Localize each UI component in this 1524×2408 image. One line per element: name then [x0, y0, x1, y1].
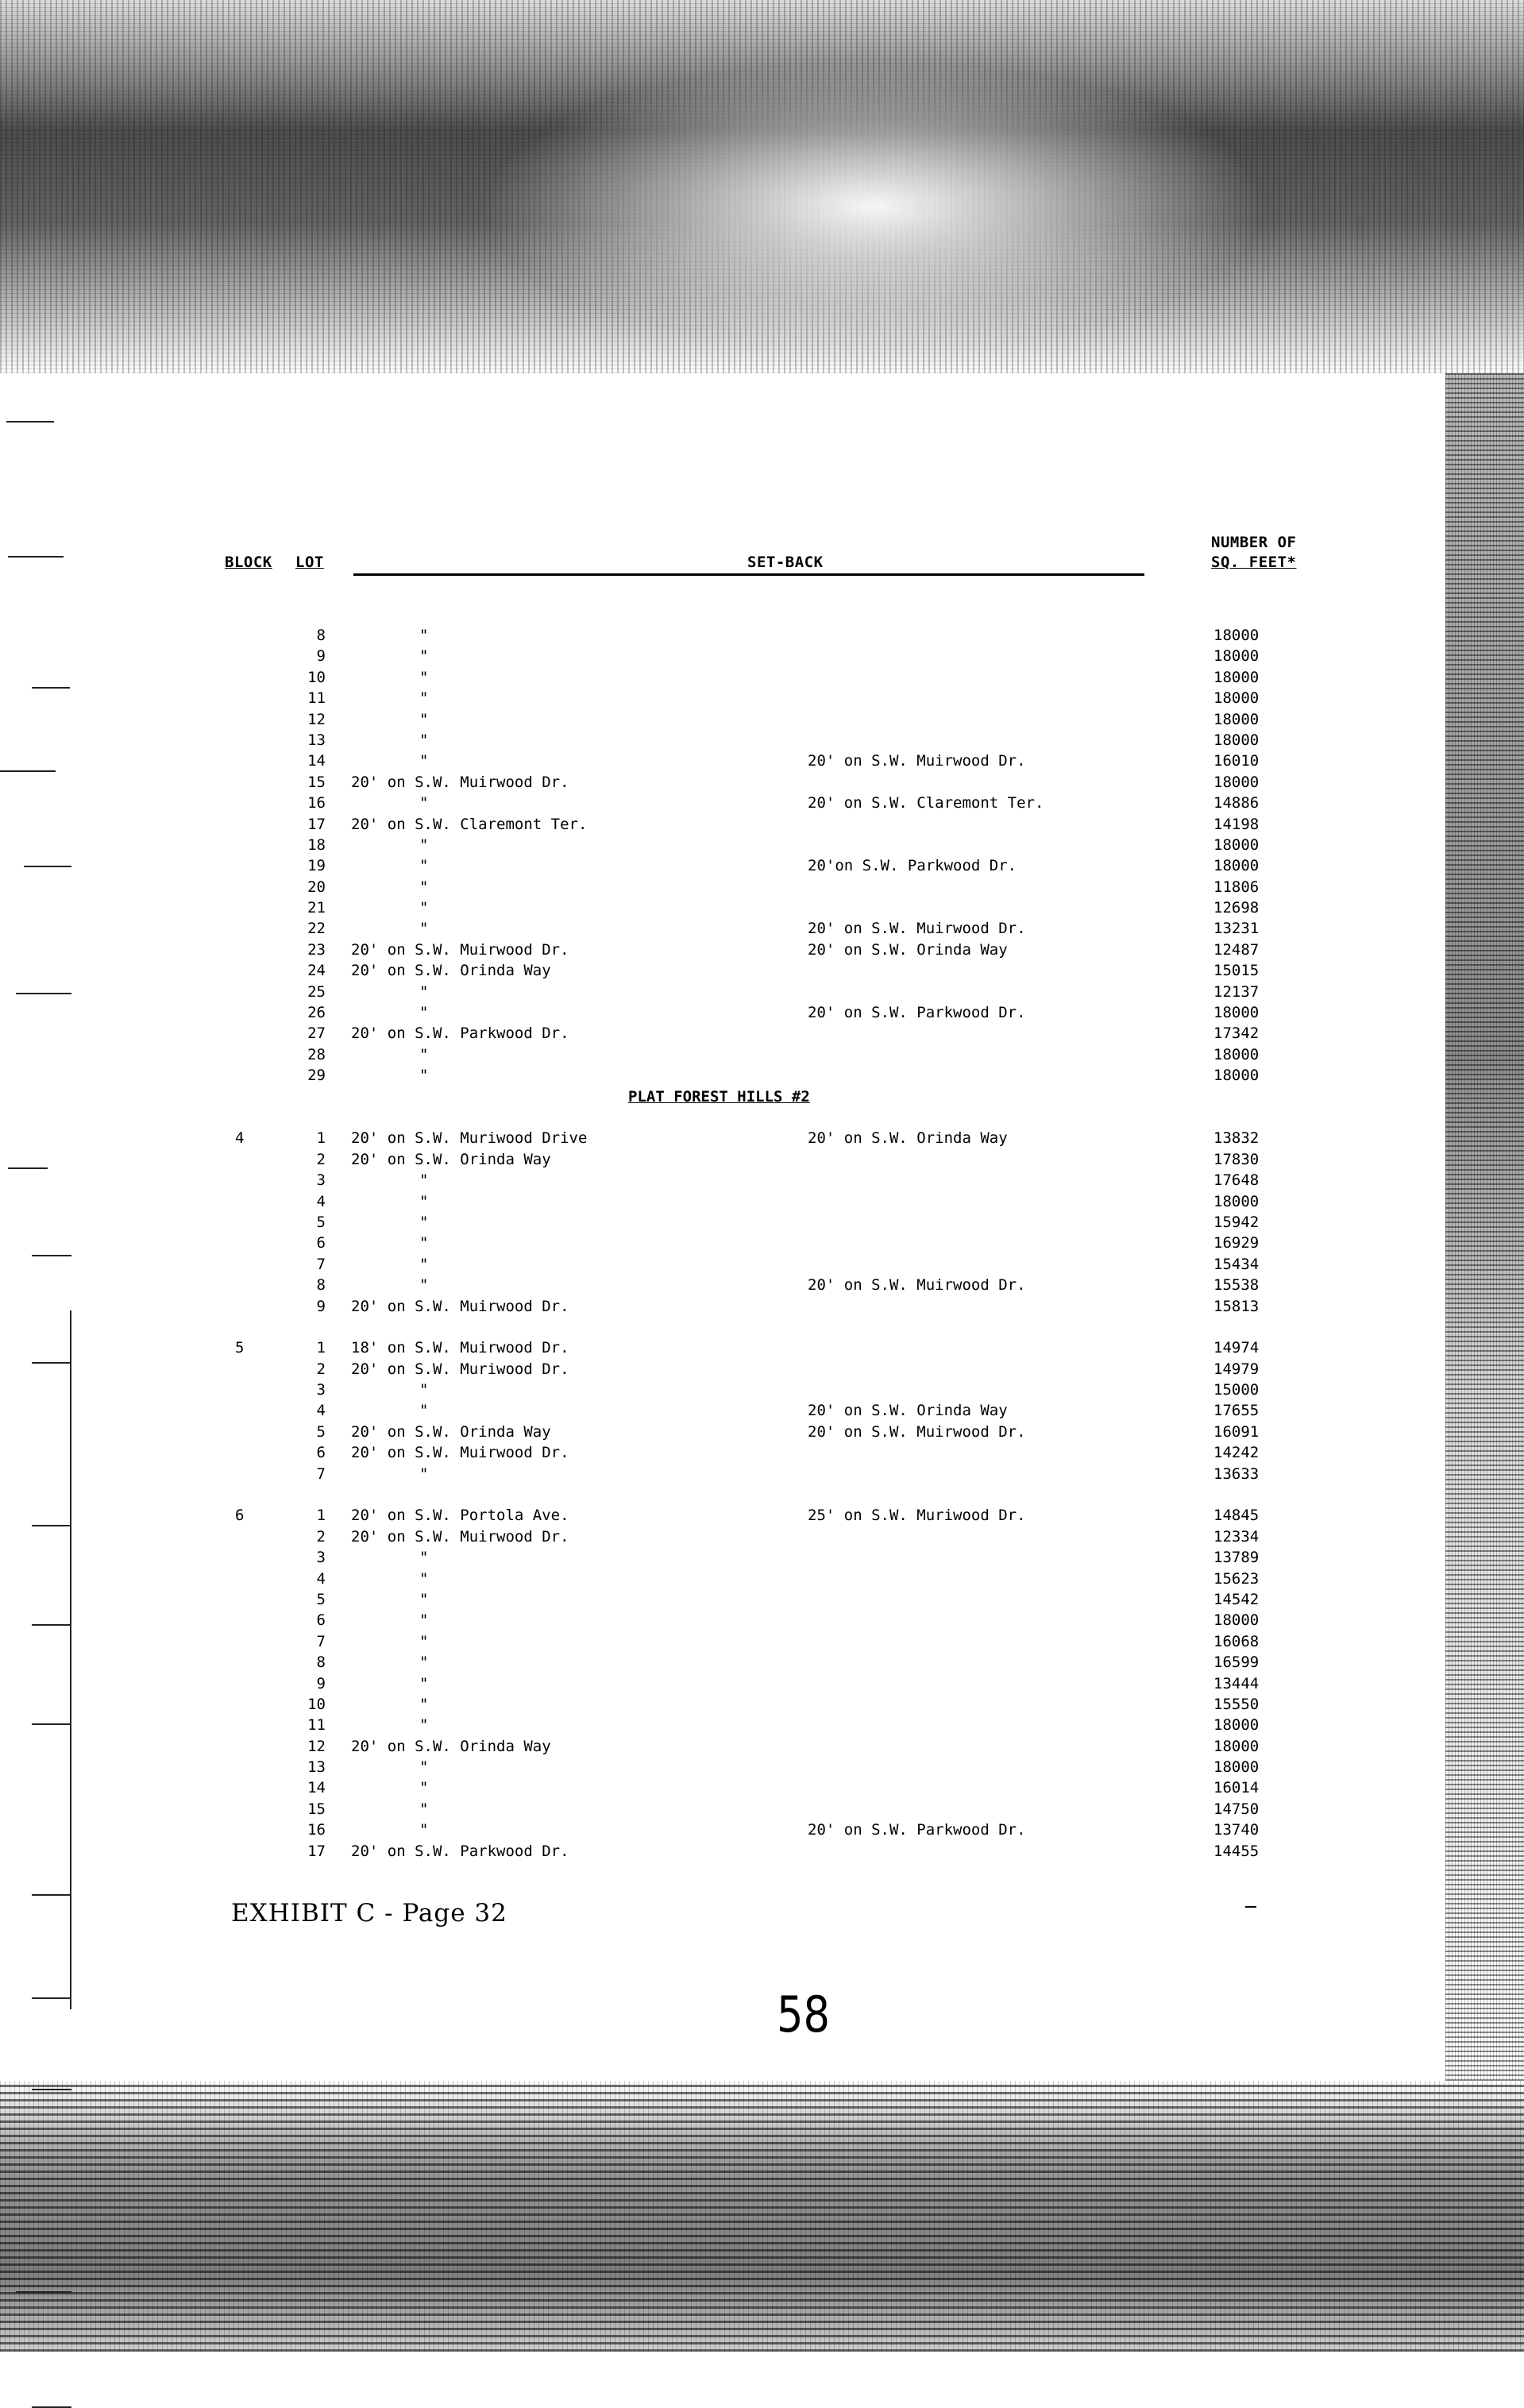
lot-number: 4 [316, 1402, 326, 1420]
lot-number: 7 [316, 1464, 326, 1483]
table-row [0, 1149, 1524, 1170]
header-sqft-line2: SQ. FEET* [1211, 554, 1297, 571]
setback-primary: " [419, 1716, 429, 1735]
square-feet: 18000 [1213, 647, 1260, 666]
header-sqft-line1: NUMBER OF [1211, 534, 1297, 551]
table-row [0, 1442, 1524, 1463]
setback-primary: " [419, 794, 429, 812]
square-feet: 17655 [1213, 1402, 1260, 1420]
row-spacer [0, 1484, 1524, 1505]
scan-noise-bottom [0, 2081, 1524, 2352]
table-row [0, 897, 1524, 918]
table-row [0, 1023, 1524, 1044]
square-feet: 14845 [1213, 1507, 1260, 1525]
margin-mark [32, 1894, 71, 1896]
lot-number: 15 [307, 773, 326, 791]
lot-number: 10 [307, 668, 326, 686]
square-feet: 16091 [1213, 1422, 1260, 1441]
setback-primary: 20' on S.W. Parkwood Dr. [351, 1842, 569, 1860]
square-feet: 12698 [1213, 899, 1260, 917]
square-feet: 17342 [1213, 1025, 1260, 1043]
square-feet: 16068 [1213, 1632, 1260, 1650]
lot-number: 3 [316, 1171, 326, 1190]
lot-number: 7 [316, 1632, 326, 1650]
margin-mark [8, 556, 64, 558]
table-row [0, 625, 1524, 646]
lot-number: 4 [316, 1192, 326, 1210]
square-feet: 18000 [1213, 1004, 1260, 1022]
margin-mark [16, 2291, 71, 2293]
setback-primary: 18' on S.W. Muirwood Dr. [351, 1339, 569, 1357]
table-row [0, 1275, 1524, 1295]
setback-secondary: 20' on S.W. Parkwood Dr. [808, 1004, 1026, 1022]
lot-number: 22 [307, 920, 326, 938]
setback-primary: 20' on S.W. Muirwood Dr. [351, 1527, 569, 1546]
setback-primary: " [419, 1695, 429, 1713]
table-row [0, 1400, 1524, 1421]
table-row [0, 667, 1524, 688]
square-feet: 18000 [1213, 835, 1260, 854]
lot-number: 7 [316, 1255, 326, 1273]
table-row [0, 688, 1524, 708]
setback-secondary: 20' on S.W. Muirwood Dr. [808, 920, 1026, 938]
lot-number: 5 [316, 1213, 326, 1231]
lot-number: 12 [307, 1737, 326, 1755]
setback-primary: 20' on S.W. Orinda Way [351, 962, 551, 980]
square-feet: 13789 [1213, 1549, 1260, 1567]
table-row [0, 1841, 1524, 1862]
square-feet: 18000 [1213, 668, 1260, 686]
setback-secondary: 20'on S.W. Parkwood Dr. [808, 857, 1017, 875]
lot-number: 16 [307, 794, 326, 812]
setback-primary: 20' on S.W. Orinda Way [351, 1150, 551, 1168]
setback-primary: " [419, 1674, 429, 1692]
square-feet: 13832 [1213, 1129, 1260, 1148]
lot-number: 11 [307, 689, 326, 708]
setback-primary: " [419, 647, 429, 666]
table-row [0, 1044, 1524, 1065]
setback-primary: " [419, 878, 429, 896]
table-row [0, 1359, 1524, 1380]
lot-number: 20 [307, 878, 326, 896]
setback-primary: " [419, 1779, 429, 1797]
setback-secondary: 20' on S.W. Orinda Way [808, 940, 1008, 959]
setback-primary: " [419, 1045, 429, 1063]
table-row [0, 1296, 1524, 1317]
table-row [0, 1170, 1524, 1190]
square-feet: 11806 [1213, 878, 1260, 896]
lot-number: 8 [316, 627, 326, 644]
setback-primary: " [419, 920, 429, 938]
lot-number: 12 [307, 710, 326, 728]
table-row [0, 1191, 1524, 1212]
table-row [0, 814, 1524, 835]
setback-primary: " [419, 857, 429, 875]
table-row [0, 1526, 1524, 1547]
margin-mark [6, 421, 54, 423]
setback-primary: " [419, 982, 429, 1001]
lot-number: 3 [316, 1549, 326, 1567]
plat-section-title [0, 1086, 1524, 1107]
table-row [0, 772, 1524, 793]
square-feet: 16599 [1213, 1654, 1260, 1672]
block-number: 5 [235, 1339, 245, 1357]
lot-number: 16 [307, 1821, 326, 1839]
setback-primary: " [419, 1611, 429, 1630]
setback-primary: 20' on S.W. Muriwood Drive [351, 1129, 588, 1148]
table-row [0, 855, 1524, 876]
square-feet: 18000 [1213, 1716, 1260, 1735]
table-row [0, 1422, 1524, 1442]
setback-primary: 20' on S.W. Muirwood Dr. [351, 1444, 569, 1462]
square-feet: 17830 [1213, 1150, 1260, 1168]
header-setback: SET-BACK [747, 554, 824, 571]
square-feet: 18000 [1213, 1045, 1260, 1063]
lot-number: 13 [307, 1758, 326, 1777]
table-row [0, 1673, 1524, 1694]
lot-number: 9 [316, 647, 326, 666]
lot-number: 29 [307, 1067, 326, 1085]
table-row [0, 1505, 1524, 1526]
setback-primary: " [419, 689, 429, 708]
setback-secondary: 20' on S.W. Orinda Way [808, 1402, 1008, 1420]
lot-number: 21 [307, 899, 326, 917]
setback-primary: " [419, 1255, 429, 1273]
square-feet: 18000 [1213, 773, 1260, 791]
lot-number: 14 [307, 1779, 326, 1797]
square-feet: 17648 [1213, 1171, 1260, 1190]
lot-number: 13 [307, 731, 326, 749]
setback-primary: 20' on S.W. Orinda Way [351, 1737, 551, 1755]
setback-primary: 20' on S.W. Muirwood Dr. [351, 1297, 569, 1315]
setback-primary: " [419, 752, 429, 770]
square-feet: 13231 [1213, 920, 1260, 938]
setback-primary: " [419, 710, 429, 728]
table-row [0, 793, 1524, 813]
lot-number: 19 [307, 857, 326, 875]
lot-number: 3 [316, 1381, 326, 1399]
lot-number: 17 [307, 1842, 326, 1860]
setback-secondary: 20' on S.W. Orinda Way [808, 1129, 1008, 1148]
square-feet: 13444 [1213, 1674, 1260, 1692]
setback-secondary: 25' on S.W. Muriwood Dr. [808, 1507, 1026, 1525]
square-feet: 14455 [1213, 1842, 1260, 1860]
lot-number: 6 [316, 1611, 326, 1630]
lot-number: 4 [316, 1569, 326, 1588]
square-feet: 12487 [1213, 940, 1260, 959]
lot-number: 2 [316, 1360, 326, 1378]
square-feet: 13633 [1213, 1464, 1260, 1483]
table-row [0, 730, 1524, 751]
scan-noise-top-fade [0, 0, 1524, 373]
lot-number: 11 [307, 1716, 326, 1735]
table-row [0, 940, 1524, 960]
table-row [0, 1065, 1524, 1086]
lot-number: 2 [316, 1527, 326, 1546]
table-row [0, 1820, 1524, 1840]
lot-number: 5 [316, 1422, 326, 1441]
lot-number: 2 [316, 1150, 326, 1168]
square-feet: 15550 [1213, 1695, 1260, 1713]
lot-number: 25 [307, 982, 326, 1001]
square-feet: 18000 [1213, 1067, 1260, 1085]
square-feet: 14886 [1213, 794, 1260, 812]
setback-secondary: 20' on S.W. Muirwood Dr. [808, 1276, 1026, 1295]
setback-primary: 20' on S.W. Muirwood Dr. [351, 773, 569, 791]
square-feet: 18000 [1213, 1611, 1260, 1630]
lot-number: 15 [307, 1800, 326, 1818]
lot-number: 26 [307, 1004, 326, 1022]
square-feet: 13740 [1213, 1821, 1260, 1839]
header-rule [353, 573, 1144, 576]
lot-number: 6 [316, 1234, 326, 1252]
square-feet: 18000 [1213, 710, 1260, 728]
table-row [0, 1631, 1524, 1652]
table-row [0, 1652, 1524, 1673]
table-row [0, 1212, 1524, 1233]
setback-primary: " [419, 1067, 429, 1085]
lot-number: 1 [316, 1339, 326, 1357]
header-lot: LOT [295, 554, 324, 571]
setback-secondary: 20' on S.W. Claremont Ter. [808, 794, 1044, 812]
table-row [0, 918, 1524, 939]
setback-secondary: 20' on S.W. Parkwood Dr. [808, 1821, 1026, 1839]
setback-primary: " [419, 1549, 429, 1567]
lot-number: 18 [307, 835, 326, 854]
table-row [0, 1694, 1524, 1715]
table-row [0, 1799, 1524, 1820]
setback-primary: " [419, 835, 429, 854]
table-row [0, 646, 1524, 666]
table-row [0, 1547, 1524, 1568]
square-feet: 15942 [1213, 1213, 1260, 1231]
lot-number: 24 [307, 962, 326, 980]
setback-primary: " [419, 731, 429, 749]
square-feet: 15015 [1213, 962, 1260, 980]
table-row [0, 1380, 1524, 1400]
margin-mark [32, 1997, 71, 1999]
table-row [0, 1337, 1524, 1358]
footer-dash [1245, 1906, 1256, 1908]
square-feet: 15434 [1213, 1255, 1260, 1273]
square-feet: 18000 [1213, 689, 1260, 708]
table-row [0, 1464, 1524, 1484]
table-row [0, 751, 1524, 771]
setback-primary: " [419, 1758, 429, 1777]
table-row [0, 709, 1524, 730]
table-row [0, 1002, 1524, 1023]
setback-primary: 20' on S.W. Muirwood Dr. [351, 940, 569, 959]
table-row [0, 1777, 1524, 1798]
square-feet: 15623 [1213, 1569, 1260, 1588]
lot-number: 6 [316, 1444, 326, 1462]
setback-primary: " [419, 1569, 429, 1588]
setback-primary: " [419, 1590, 429, 1608]
table-row [0, 1757, 1524, 1777]
lot-number: 14 [307, 752, 326, 770]
lot-number: 28 [307, 1045, 326, 1063]
lot-number: 17 [307, 815, 326, 833]
setback-primary: " [419, 1821, 429, 1839]
setback-primary: " [419, 1632, 429, 1650]
setback-primary: 20' on S.W. Orinda Way [351, 1422, 551, 1441]
table-row [0, 1736, 1524, 1757]
setback-secondary: 20' on S.W. Muirwood Dr. [808, 752, 1026, 770]
row-spacer [0, 1317, 1524, 1337]
table-row [0, 1715, 1524, 1735]
setback-primary: 20' on S.W. Parkwood Dr. [351, 1025, 569, 1043]
square-feet: 15813 [1213, 1297, 1260, 1315]
setback-primary: " [419, 1654, 429, 1672]
square-feet: 18000 [1213, 1192, 1260, 1210]
square-feet: 14242 [1213, 1444, 1260, 1462]
table-row [0, 1254, 1524, 1275]
square-feet: 12137 [1213, 982, 1260, 1001]
square-feet: 18000 [1213, 627, 1260, 644]
header-block: BLOCK [225, 554, 272, 571]
exhibit-label: EXHIBIT C - Page 32 [231, 1899, 507, 1928]
square-feet: 14974 [1213, 1339, 1260, 1357]
lot-number: 1 [316, 1507, 326, 1525]
block-number: 6 [235, 1507, 245, 1525]
lot-number: 27 [307, 1025, 326, 1043]
setback-primary: " [419, 1276, 429, 1295]
setback-table [0, 625, 1524, 1862]
setback-primary: " [419, 1381, 429, 1399]
square-feet: 14198 [1213, 815, 1260, 833]
square-feet: 18000 [1213, 1758, 1260, 1777]
lot-number: 23 [307, 940, 326, 959]
margin-mark [32, 2089, 71, 2090]
block-number: 4 [235, 1129, 245, 1148]
setback-primary: " [419, 1402, 429, 1420]
setback-primary: 20' on S.W. Claremont Ter. [351, 815, 588, 833]
setback-primary: " [419, 1464, 429, 1483]
table-row [0, 835, 1524, 855]
square-feet: 18000 [1213, 1737, 1260, 1755]
square-feet: 12334 [1213, 1527, 1260, 1546]
setback-primary: " [419, 1234, 429, 1252]
setback-primary: " [419, 899, 429, 917]
lot-number: 9 [316, 1297, 326, 1315]
setback-primary: 20' on S.W. Muriwood Dr. [351, 1360, 569, 1378]
table-row [0, 1128, 1524, 1148]
table-row [0, 877, 1524, 897]
table-row [0, 1569, 1524, 1589]
setback-primary: " [419, 1800, 429, 1818]
square-feet: 15538 [1213, 1276, 1260, 1295]
square-feet: 16929 [1213, 1234, 1260, 1252]
square-feet: 15000 [1213, 1381, 1260, 1399]
square-feet: 14979 [1213, 1360, 1260, 1378]
setback-primary: 20' on S.W. Portola Ave. [351, 1507, 569, 1525]
setback-primary: " [419, 627, 429, 644]
square-feet: 14542 [1213, 1590, 1260, 1608]
setback-primary: " [419, 1213, 429, 1231]
table-row [0, 982, 1524, 1002]
table-row [0, 960, 1524, 981]
square-feet: 16014 [1213, 1779, 1260, 1797]
setback-primary: " [419, 1171, 429, 1190]
lot-number: 9 [316, 1674, 326, 1692]
lot-number: 5 [316, 1590, 326, 1608]
handwritten-page-number: 58 [777, 1985, 831, 2043]
plat-title-text: PLAT FOREST HILLS #2 [628, 1087, 810, 1106]
square-feet: 14750 [1213, 1800, 1260, 1818]
table-row [0, 1610, 1524, 1630]
table-row [0, 1589, 1524, 1610]
square-feet: 18000 [1213, 731, 1260, 749]
setback-primary: " [419, 1004, 429, 1022]
setback-primary: " [419, 1192, 429, 1210]
square-feet: 16010 [1213, 752, 1260, 770]
lot-number: 8 [316, 1276, 326, 1295]
lot-number: 1 [316, 1129, 326, 1148]
lot-number: 8 [316, 1654, 326, 1672]
setback-secondary: 20' on S.W. Muirwood Dr. [808, 1422, 1026, 1441]
setback-primary: " [419, 668, 429, 686]
lot-number: 10 [307, 1695, 326, 1713]
table-row [0, 1233, 1524, 1253]
row-spacer [0, 1107, 1524, 1128]
square-feet: 18000 [1213, 857, 1260, 875]
